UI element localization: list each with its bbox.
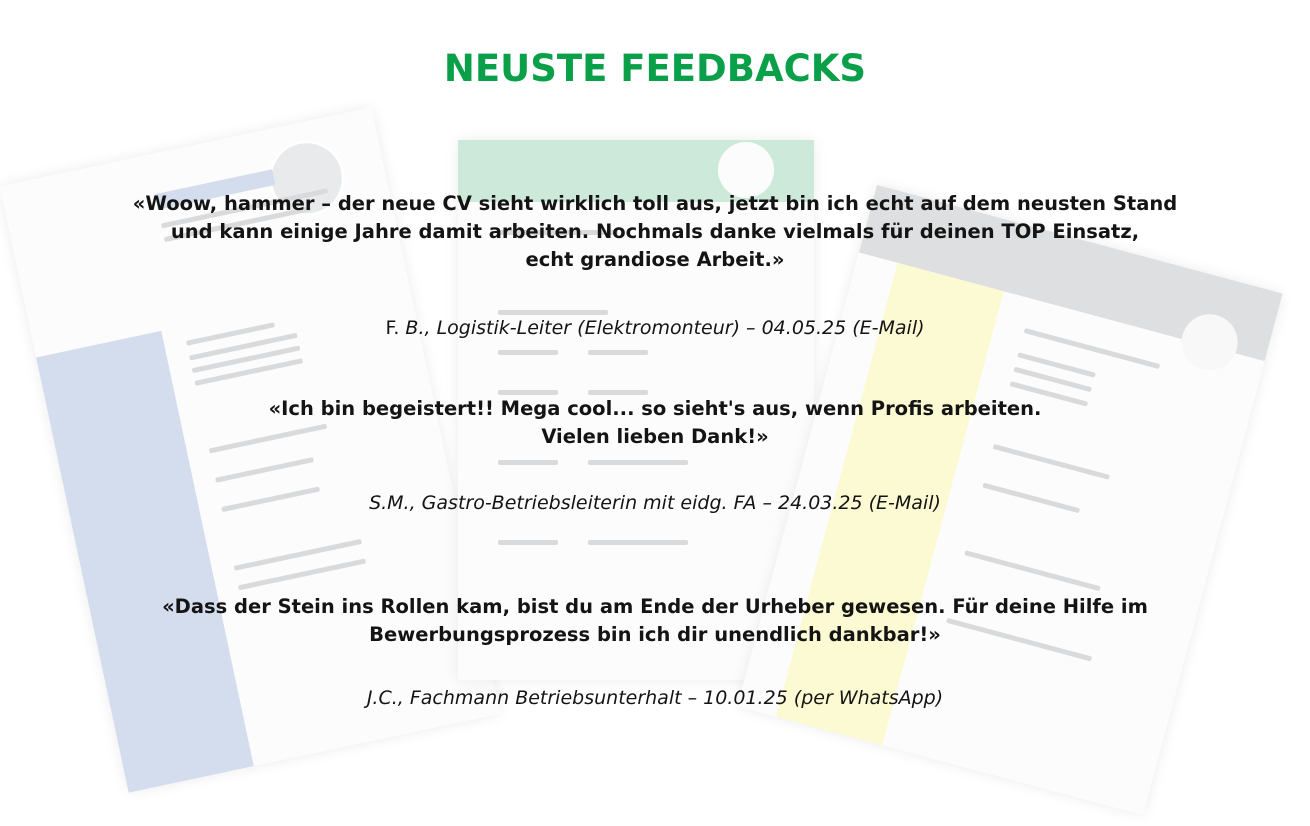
quote-line: und kann einige Jahre damit arbeiten. Nochmals danke vielmals für deinen TOP Einsatz, [170,220,1140,243]
quote-line: «Ich bin begeistert!! Mega cool... so sieht's aus, wenn Profis arbeiten. [268,397,1042,420]
feedback-quote [80,593,1230,649]
feedback-quote [80,190,1230,274]
author-details: B., Logistik-Leiter (Elektromonteur) – 04.05.25 (E-Mail) [399,317,925,339]
feedback-author [80,315,1230,341]
quote-line: «Woow, hammer – der neue CV sieht wirklich toll aus, jetzt bin ich echt auf dem neusten Stand [132,192,1178,215]
feedback-author: J.C., Fachmann Betriebsunterhalt – 10.01.25 (per WhatsApp) [366,687,944,709]
quote-line: «Dass der Stein ins Rollen kam, bist du am Ende der Urheber gewesen. Für deine Hilfe im [162,595,1148,618]
feedback-quote [80,395,1230,451]
quote-line: Bewerbungsprozess bin ich dir unendlich dankbar!» [369,623,941,646]
quote-line: echt grandiose Arbeit.» [525,248,785,271]
author-initial: F. [385,317,400,339]
page-title: NEUSTE FEEDBACKS [443,47,867,90]
quote-line: Vielen lieben Dank!» [541,425,769,448]
feedback-author: S.M., Gastro-Betriebsleiterin mit eidg. FA – 24.03.25 (E-Mail) [369,492,941,514]
